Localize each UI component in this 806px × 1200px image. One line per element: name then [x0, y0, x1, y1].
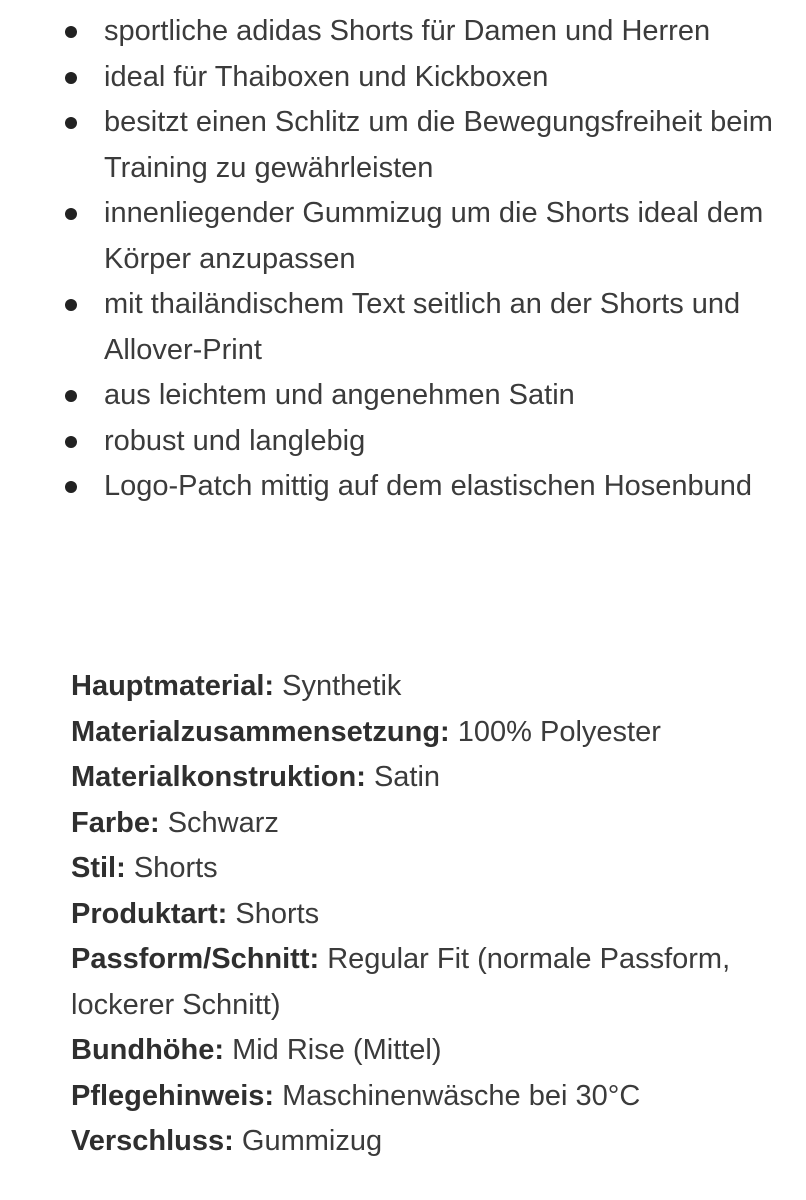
spec-label: Stil:: [71, 852, 126, 884]
bullet-icon: [65, 299, 77, 311]
feature-text: ideal für Thaiboxen und Kickboxen: [104, 60, 549, 93]
bullet-icon: [65, 390, 77, 402]
spec-row-materialzusammensetzung: [71, 710, 776, 756]
list-item: [104, 100, 776, 191]
spec-label: Materialzusammensetzung:: [71, 715, 450, 748]
feature-text: aus leichtem und angenehmen Satin: [104, 379, 575, 411]
spec-value: Maschinenwäsche bei 30°C: [282, 1079, 641, 1112]
spec-list: [0, 664, 806, 1165]
spec-value: Satin: [373, 761, 441, 793]
spec-row-bundhoehe: [71, 1028, 776, 1074]
feature-text: besitzt einen Schlitz um die Bewegungsfreiheit beim Training zu gewährleisten: [104, 106, 773, 184]
spec-row-verschluss: [71, 1119, 776, 1165]
spec-label: Verschluss:: [71, 1125, 234, 1157]
bullet-icon: [65, 117, 77, 129]
feature-text: innenliegender Gummizug um die Shorts ideal dem Körper anzupassen: [104, 197, 764, 275]
spec-label: Farbe:: [71, 806, 160, 839]
spec-row-produktart: [71, 892, 776, 938]
spec-value: Regular Fit (normale Passform, lockerer Schnitt): [71, 943, 731, 1021]
spec-value: Shorts: [133, 852, 218, 884]
spec-label: Materialkonstruktion:: [71, 761, 366, 793]
list-item: [104, 373, 776, 419]
spec-row-hauptmaterial: [71, 664, 776, 710]
spec-label: Bundhöhe:: [71, 1034, 225, 1066]
spec-value: Mid Rise (Mittel): [232, 1034, 442, 1066]
list-item: [104, 191, 776, 282]
spec-value: 100% Polyester: [457, 715, 661, 748]
list-item: [104, 419, 776, 465]
list-item: [104, 9, 776, 55]
feature-text: Logo-Patch mittig auf dem elastischen Hosenbund: [104, 470, 753, 502]
spec-value: Gummizug: [241, 1125, 383, 1157]
spec-row-materialkonstruktion: [71, 755, 776, 801]
feature-text: robust und langlebig: [104, 424, 366, 457]
spec-value: Shorts: [235, 897, 320, 930]
bullet-icon: [65, 436, 77, 448]
bullet-icon: [65, 72, 77, 84]
list-item: [104, 282, 776, 373]
spec-row-farbe: [71, 801, 776, 847]
spec-value: Schwarz: [167, 806, 279, 839]
spec-value: Synthetik: [282, 670, 402, 702]
feature-text: mit thailändischem Text seitlich an der Shorts und Allover-Print: [104, 288, 741, 366]
bullet-icon: [65, 481, 77, 493]
spec-label: Passform/Schnitt:: [71, 943, 320, 975]
spec-row-pflegehinweis: [71, 1074, 776, 1120]
spec-row-stil: [71, 846, 776, 892]
list-item: [104, 55, 776, 101]
bullet-icon: [65, 208, 77, 220]
list-item: [104, 464, 776, 510]
spec-row-passform: [71, 937, 776, 1028]
spec-label: Produktart:: [71, 897, 228, 930]
bullet-icon: [65, 26, 77, 38]
feature-list: [0, 9, 806, 510]
spec-label: Pflegehinweis:: [71, 1079, 275, 1112]
spec-label: Hauptmaterial:: [71, 670, 275, 702]
feature-text: sportliche adidas Shorts für Damen und Herren: [104, 15, 711, 47]
